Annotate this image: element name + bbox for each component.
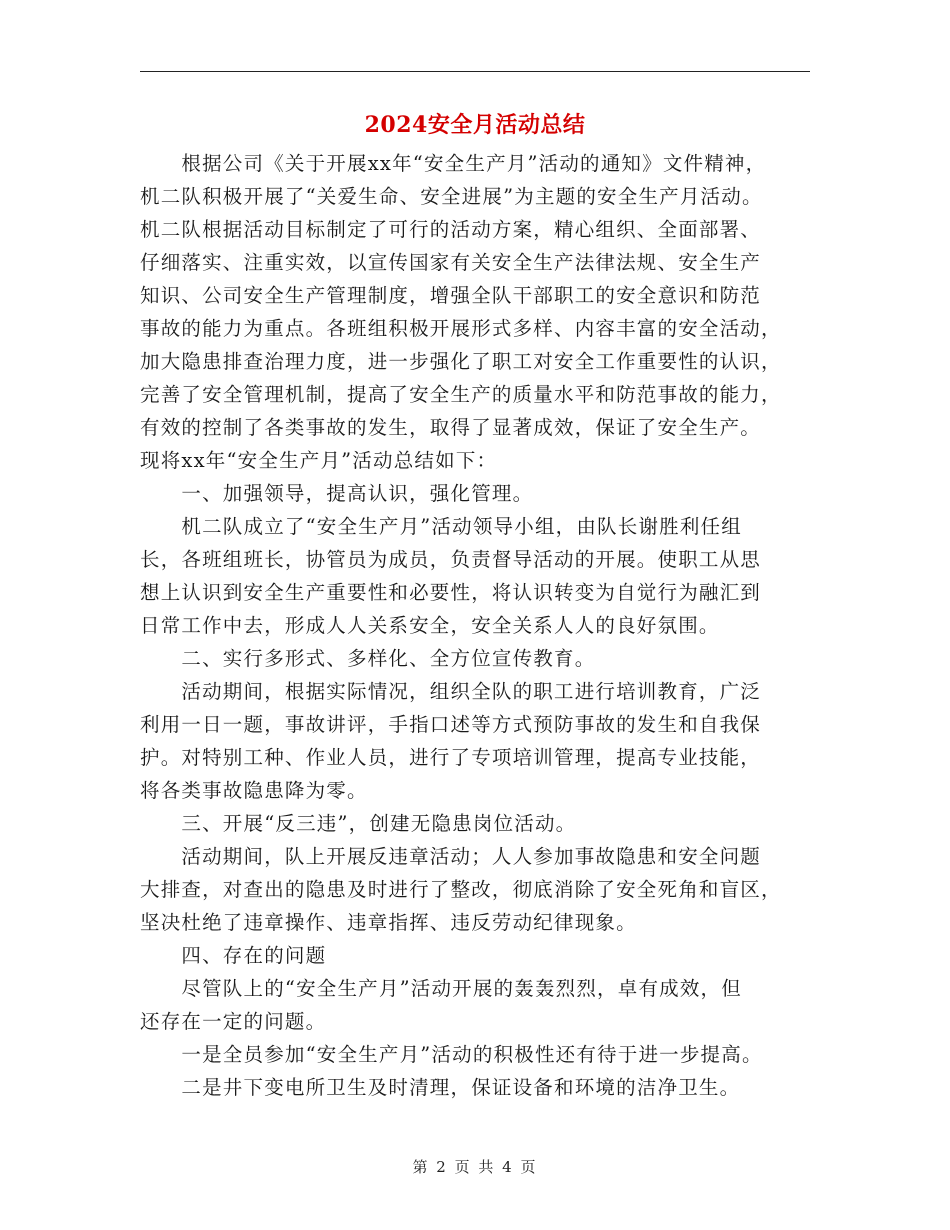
section-heading: 三、开展“反三违”，创建无隐患岗位活动。 bbox=[140, 812, 577, 835]
body-line: 将各类事故隐患降为零。 bbox=[140, 779, 368, 802]
body-line: 完善了安全管理机制，提高了安全生产的质量水平和防范事故的能力， bbox=[140, 383, 782, 406]
body-line: 机二队成立了“安全生产月”活动领导小组，由队长谢胜利任组 bbox=[140, 515, 742, 538]
body-line: 还存在一定的问题。 bbox=[140, 1010, 327, 1033]
body-line: 有效的控制了各类事故的发生，取得了显著成效，保证了安全生产。 bbox=[140, 416, 762, 439]
body-line: 长，各班组班长，协管员为成员，负责督导活动的开展。使职工从思 bbox=[140, 548, 762, 571]
body-line: 尽管队上的“安全生产月”活动开展的轰轰烈烈，卓有成效，但 bbox=[140, 977, 742, 1000]
body-line: 活动期间，根据实际情况，组织全队的职工进行培训教育，广泛 bbox=[140, 680, 762, 703]
body-line: 一是全员参加“安全生产月”活动的积极性还有待于进一步提高。 bbox=[140, 1043, 763, 1066]
body-line: 现将xx年“安全生产月”活动总结如下： bbox=[140, 449, 498, 472]
section-heading: 二、实行多形式、多样化、全方位宣传教育。 bbox=[140, 647, 596, 670]
body-line: 想上认识到安全生产重要性和必要性，将认识转变为自觉行为融汇到 bbox=[140, 581, 762, 604]
body-line: 活动期间，队上开展反违章活动；人人参加事故隐患和安全问题 bbox=[140, 845, 762, 868]
section-heading: 一、加强领导，提高认识，强化管理。 bbox=[140, 482, 534, 505]
body-line: 二是井下变电所卫生及时清理，保证设备和环境的洁净卫生。 bbox=[140, 1076, 741, 1099]
body-line: 坚决杜绝了违章操作、违章指挥、违反劳动纪律现象。 bbox=[140, 911, 637, 934]
body-line: 大排查，对查出的隐患及时进行了整改，彻底消除了安全死角和盲区， bbox=[140, 878, 782, 901]
body-line: 根据公司《关于开展xx年“安全生产月”活动的通知》文件精神， bbox=[140, 152, 767, 175]
body-line: 日常工作中去，形成人人关系安全，安全关系人人的良好氛围。 bbox=[140, 614, 720, 637]
document-title: 2024安全月活动总结 bbox=[364, 112, 586, 138]
section-heading: 四、存在的问题 bbox=[140, 944, 327, 967]
body-line: 机二队根据活动目标制定了可行的活动方案，精心组织、全面部署、 bbox=[140, 218, 762, 241]
body-line: 知识、公司安全生产管理制度，增强全队干部职工的安全意识和防范 bbox=[140, 284, 762, 307]
page-number: 第 2 页 共 4 页 bbox=[412, 1158, 538, 1176]
body-line: 加大隐患排查治理力度，进一步强化了职工对安全工作重要性的认识， bbox=[140, 350, 782, 373]
body-line: 事故的能力为重点。各班组积极开展形式多样、内容丰富的安全活动， bbox=[140, 317, 782, 340]
body-line: 利用一日一题，事故讲评，手指口述等方式预防事故的发生和自我保 bbox=[140, 713, 762, 736]
body-line: 机二队积极开展了“关爱生命、安全进展”为主题的安全生产月活动。 bbox=[140, 185, 763, 208]
body-line: 仔细落实、注重实效，以宣传国家有关安全生产法律法规、安全生产 bbox=[140, 251, 762, 274]
header-rule bbox=[140, 71, 810, 72]
body-line: 护。对特别工种、作业人员，进行了专项培训管理，提高专业技能， bbox=[140, 746, 762, 769]
